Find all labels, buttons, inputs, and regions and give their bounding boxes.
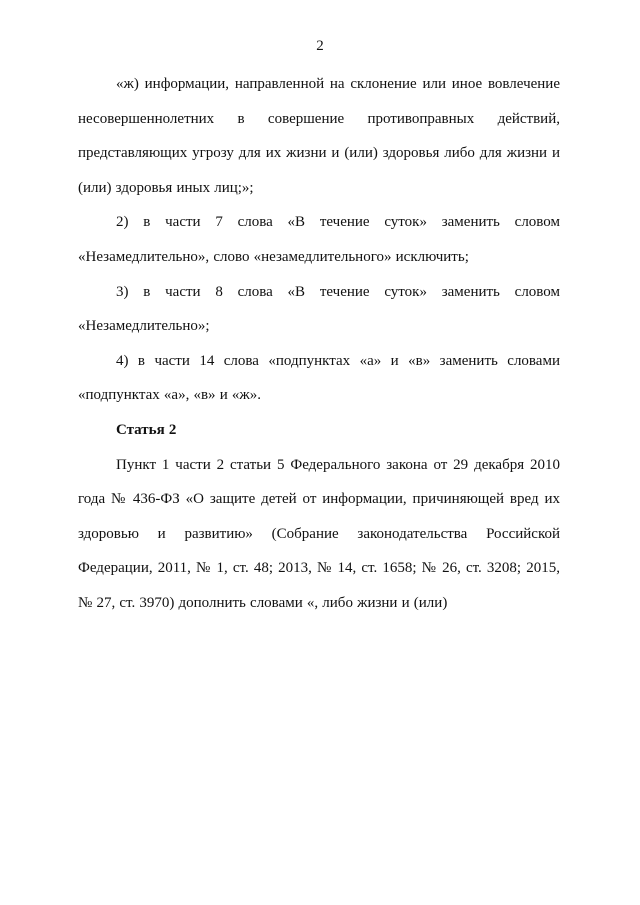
paragraph-item-3: 3) в части 8 слова «В течение суток» заменить словом «Незамедлительно»;	[78, 283, 560, 335]
article-heading: Статья 2	[116, 421, 177, 438]
document-body	[78, 67, 560, 621]
paragraph-item-zh: «ж) информации, направленной на склонение или иное вовлечение несовершеннолетних в совершение противоправных действий, представляющих угрозу для их жизни и (или) здоровья либо для жизни и (или) здоровья иных лиц;»;	[78, 76, 560, 196]
page-number: 2	[316, 38, 324, 54]
article-2-text: Пункт 1 части 2 статьи 5 Федерального закона от 29 декабря 2010 года № 436-ФЗ «О защите детей от информации, причиняющей вред их здоровью и развитию» (Собрание законодательства Российской Федерации, 2011, № 1, ст. 48; 2013, № 14, ст. 1658; № 26, ст. 3208; 2015, № 27, ст. 3970) дополнить словами «, либо жизни и (или)	[78, 456, 560, 611]
paragraph-item-2: 2) в части 7 слова «В течение суток» заменить словом «Незамедлительно», слово «незамедлительного» исключить;	[78, 214, 560, 265]
paragraph-item-4: 4) в части 14 слова «подпунктах «а» и «в» заменить словами «подпунктах «а», «в» и «ж».	[78, 352, 560, 404]
